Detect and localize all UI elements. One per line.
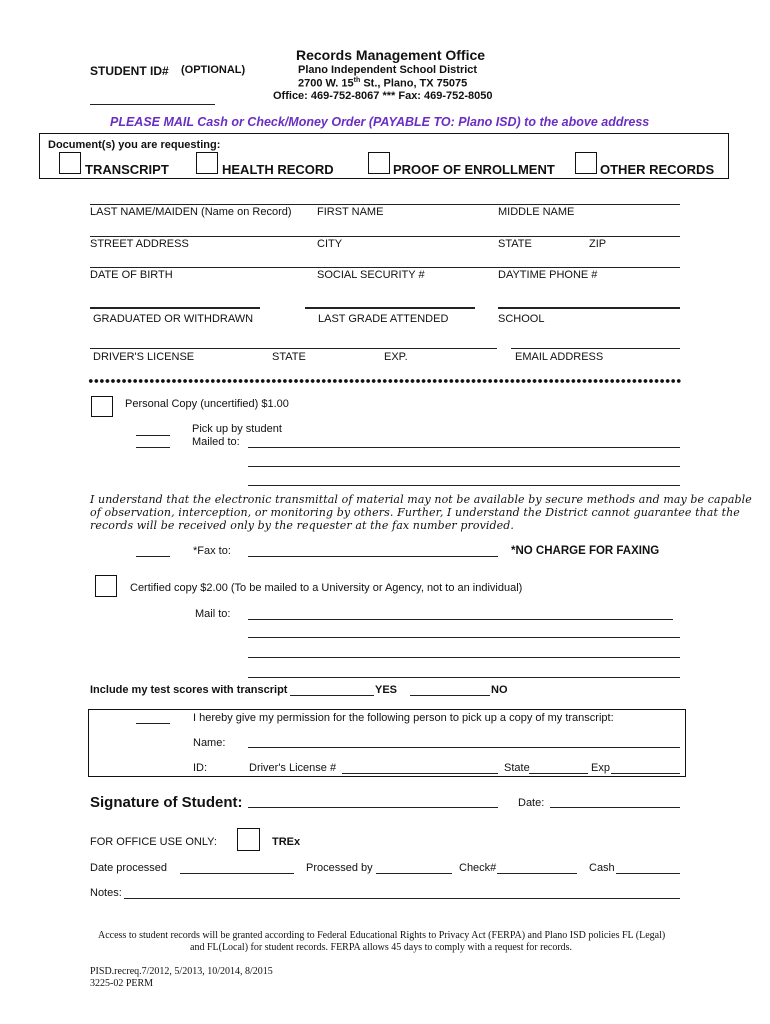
processed-by-label: Processed by [306,862,373,874]
pickup-label: Pick up by student [192,423,282,435]
permission-exp-label: Exp [591,762,610,774]
test-scores-no-blank[interactable] [410,695,490,696]
ssn-label: SOCIAL SECURITY # [317,269,425,281]
mailed-address-line-2[interactable] [248,466,680,467]
check-label: Check# [459,862,497,874]
optional-label: (OPTIONAL) [181,64,246,76]
test-scores-no: NO [491,684,508,696]
mail-to-label: Mail to: [195,608,231,620]
student-id-label: STUDENT ID# [90,64,169,78]
district-contact: Office: 469-752-8067 *** Fax: 469-752-8050 [273,90,493,102]
dotted-separator [88,378,682,384]
notes-field[interactable] [124,898,680,899]
form-revisions: PISD.recreq.7/2012, 5/2013, 10/2014, 8/2015 [90,966,273,977]
mailed-address-line-3[interactable] [248,485,680,486]
school-field[interactable] [498,307,680,309]
test-scores-yes: YES [375,684,398,696]
certified-copy-checkbox[interactable] [95,575,117,597]
license-field[interactable] [90,348,497,349]
zip-label: ZIP [589,238,607,250]
disclaimer-line-1: I understand that the electronic transmittal of material may not be available by secure methods and may be capable [90,493,752,506]
graduated-field[interactable] [90,307,260,309]
ferpa-notice-line-2: and FL(Local) for student records. FERPA allows 45 days to comply with a request for records. [190,942,573,953]
daytime-phone-label: DAYTIME PHONE # [498,269,598,281]
disclaimer-line-2: of observation, interception, or monitoring by others. Further, I understand the District cannot guarantee that the [90,506,740,519]
certified-address-line-4[interactable] [248,677,680,678]
test-scores-label: Include my test scores with transcript [90,684,288,696]
mailed-blank[interactable] [136,447,170,448]
permission-name-label: Name: [193,737,226,749]
other-records-checkbox[interactable] [575,152,597,174]
school-label: SCHOOL [498,313,545,325]
last-grade-label: LAST GRADE ATTENDED [318,313,449,325]
signature-label: Signature of Student: [90,794,243,811]
transcript-option-label: TRANSCRIPT [85,162,169,177]
graduated-label: GRADUATED OR WITHDRAWN [93,313,254,325]
health-record-checkbox[interactable] [196,152,218,174]
signature-date-field[interactable] [550,807,680,808]
certified-address-line-1[interactable] [248,619,673,620]
dob-row-line[interactable] [90,267,680,268]
permission-exp-field[interactable] [611,773,680,774]
permission-name-field[interactable] [248,747,680,748]
permission-state-label: State [504,762,530,774]
cash-label: Cash [589,862,615,874]
district-name: Plano Independent School District [298,64,478,76]
signature-date-label: Date: [518,797,545,809]
pickup-blank[interactable] [136,435,170,436]
last-name-label: LAST NAME/MAIDEN (Name on Record) [90,206,292,218]
ferpa-notice-line-1: Access to student records will be granted according to Federal Educational Rights to Privacy Act (FERPA) and Plano ISD policies FL (Legal) [98,930,666,941]
first-name-label: FIRST NAME [317,206,384,218]
fax-blank[interactable] [136,556,170,557]
middle-name-label: MIDDLE NAME [498,206,575,218]
dob-label: DATE OF BIRTH [90,269,173,281]
email-address-label: EMAIL ADDRESS [515,351,604,363]
no-charge-notice: *NO CHARGE FOR FAXING [511,545,660,557]
license-exp-label: EXP. [384,351,408,363]
proof-of-enrollment-option-label: PROOF OF ENROLLMENT [393,162,555,177]
office-use-label: FOR OFFICE USE ONLY: [90,836,217,848]
certified-address-line-3[interactable] [248,657,680,658]
transcript-checkbox[interactable] [59,152,81,174]
personal-copy-checkbox[interactable] [91,396,113,417]
certified-copy-label: Certified copy $2.00 (To be mailed to a University or Agency, not to an individual) [130,582,523,594]
documents-label: Document(s) you are requesting: [48,139,221,151]
mailed-to-label: Mailed to: [192,436,240,448]
health-record-option-label: HEALTH RECORD [222,162,334,177]
processed-by-field[interactable] [376,873,452,874]
disclaimer-line-3: records will be received only by the requester at the fax number provided. [90,519,515,532]
permission-license-label: Driver's License # [249,762,337,774]
certified-address-line-2[interactable] [248,637,680,638]
last-grade-field[interactable] [305,307,475,309]
other-records-option-label: OTHER RECORDS [600,162,715,177]
trex-label: TREx [272,836,301,848]
email-field[interactable] [511,348,680,349]
proof-of-enrollment-checkbox[interactable] [368,152,390,174]
license-state-label: STATE [272,351,306,363]
date-processed-label: Date processed [90,862,168,874]
notes-label: Notes: [90,887,122,899]
permission-text: I hereby give my permission for the following person to pick up a copy of my transcript: [193,712,614,724]
check-field[interactable] [497,873,577,874]
form-number: 3225-02 PERM [90,978,154,989]
city-label: CITY [317,238,343,250]
test-scores-yes-blank[interactable] [290,695,374,696]
state-label: STATE [498,238,532,250]
signature-field[interactable] [248,807,498,808]
permission-license-field[interactable] [342,773,498,774]
personal-copy-label: Personal Copy (uncertified) $1.00 [125,398,289,410]
fax-number-field[interactable] [248,556,498,557]
street-address-label: STREET ADDRESS [90,238,189,250]
trex-checkbox[interactable] [237,828,260,851]
address-row-line[interactable] [90,236,680,237]
district-address: 2700 W. 15th St., Plano, TX 75075 [298,77,468,90]
student-id-field[interactable] [90,104,215,105]
date-processed-field[interactable] [180,873,294,874]
fax-label: *Fax to: [193,545,231,557]
permission-state-field[interactable] [529,773,588,774]
mailed-address-line-1[interactable] [248,447,680,448]
drivers-license-label: DRIVER'S LICENSE [93,351,195,363]
name-row-line[interactable] [90,204,680,205]
permission-id-label: ID: [193,762,208,774]
cash-field[interactable] [616,873,680,874]
mail-notice: PLEASE MAIL Cash or Check/Money Order (PAYABLE TO: Plano ISD) to the above address [110,115,650,129]
office-title: Records Management Office [296,47,486,63]
permission-blank[interactable] [136,723,170,724]
